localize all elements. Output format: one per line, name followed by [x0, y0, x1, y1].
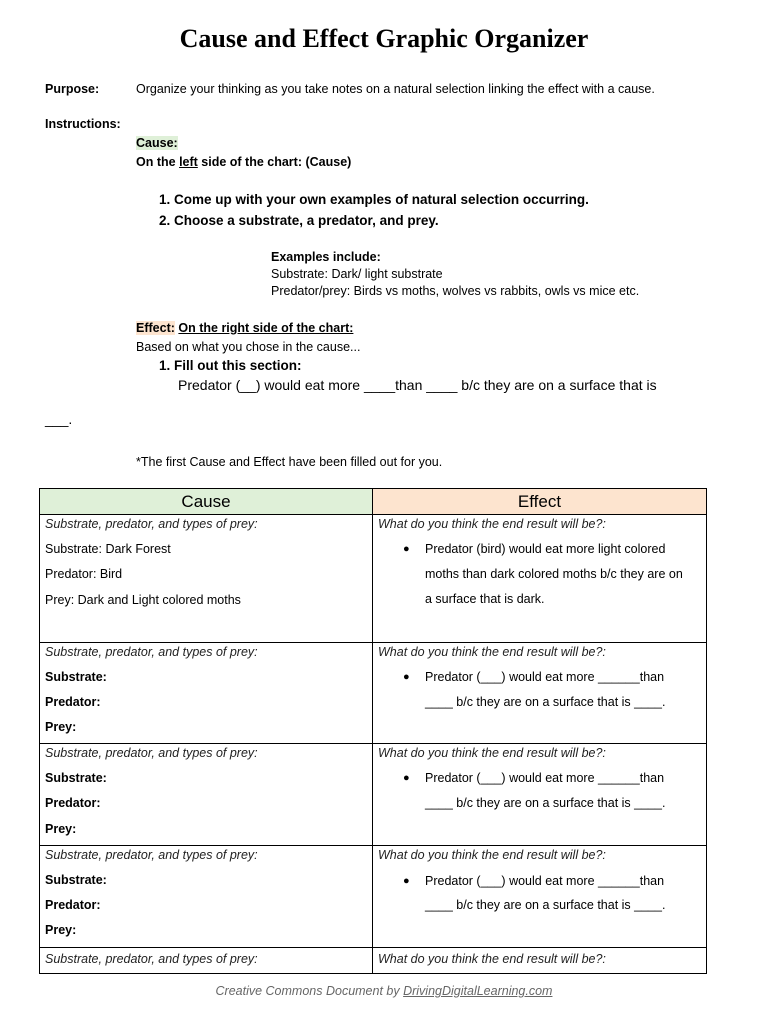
effect-prompt: What do you think the end result will be?:: [378, 645, 606, 659]
bullet-icon: ●: [403, 875, 410, 887]
prey-label: Prey:: [45, 923, 77, 937]
page-title: Cause and Effect Graphic Organizer: [179, 24, 589, 53]
effect-based-on: Based on what you chose in the cause...: [136, 340, 361, 354]
purpose-label: Purpose:: [45, 82, 100, 96]
example-effect-line-3: a surface that is dark.: [425, 592, 545, 606]
effect-step-1: 1. Fill out this section:: [159, 358, 302, 373]
bullet-icon: ●: [403, 671, 410, 683]
prey-label: Prey:: [45, 720, 77, 734]
table-row: [40, 642, 706, 743]
effect-sentence-continuation: ___.: [45, 411, 73, 427]
table-row: [40, 845, 706, 947]
examples-predator-prey: Predator/prey: Birds vs moths, wolves vs rabbits, owls vs mice etc.: [271, 284, 640, 298]
effect-cell: [373, 744, 706, 845]
cause-side-line: [136, 154, 351, 170]
predator-label: Predator:: [45, 796, 101, 810]
cause-prompt: Substrate, predator, and types of prey:: [45, 848, 258, 862]
substrate-label: Substrate:: [45, 670, 107, 684]
footer-prefix: Creative Commons Document by: [215, 984, 404, 998]
example-prey: Prey: Dark and Light colored moths: [45, 593, 241, 607]
cause-prompt: Substrate, predator, and types of prey:: [45, 952, 258, 966]
prey-label: Prey:: [45, 822, 77, 836]
cause-heading: [136, 135, 178, 151]
example-predator: Predator: Bird: [45, 567, 123, 581]
cause-cell: [40, 643, 373, 743]
examples-heading: Examples include:: [271, 250, 381, 264]
cause-prompt: Substrate, predator, and types of prey:: [45, 517, 258, 531]
effect-line-2: ____ b/c they are on a surface that is ____.: [425, 898, 666, 912]
substrate-label: Substrate:: [45, 771, 107, 785]
effect-prompt: What do you think the end result will be?:: [378, 517, 606, 531]
table-row-example: [40, 514, 706, 642]
effect-heading: [136, 320, 353, 336]
cause-side-suffix: side of the chart: (Cause): [197, 155, 352, 169]
bullet-icon: ●: [403, 772, 410, 784]
table-header-row: [40, 489, 706, 514]
effect-prompt: What do you think the end result will be?:: [378, 952, 606, 966]
cause-cell: [40, 948, 373, 973]
example-effect-line-1: Predator (bird) would eat more light colored: [425, 542, 666, 556]
effect-cell: [373, 846, 706, 947]
bullet-icon: ●: [403, 543, 410, 555]
effect-cell: [373, 948, 706, 973]
header-effect: Effect: [373, 489, 706, 514]
footer-link[interactable]: DrivingDigitalLearning.com: [403, 984, 553, 998]
effect-line-1: Predator (___) would eat more ______than: [425, 874, 665, 888]
effect-line-2: ____ b/c they are on a surface that is ____.: [425, 695, 666, 709]
example-effect-line-2: moths than dark colored moths b/c they are on: [425, 567, 683, 581]
table-row: [40, 947, 706, 973]
effect-heading-text: Effect:: [136, 321, 175, 335]
cause-step-2: 2. Choose a substrate, a predator, and prey.: [159, 213, 439, 228]
cause-step-1: 1. Come up with your own examples of natural selection occurring.: [159, 192, 589, 207]
cause-side-left: left: [179, 155, 198, 169]
effect-sentence: Predator (__) would eat more ____than ____ b/c they are on a surface that is: [178, 377, 657, 393]
substrate-label: Substrate:: [45, 873, 107, 887]
effect-prompt: What do you think the end result will be?:: [378, 848, 606, 862]
cause-side-prefix: On the: [136, 155, 180, 169]
cause-heading-text: Cause:: [136, 136, 178, 150]
effect-prompt: What do you think the end result will be?:: [378, 746, 606, 760]
cause-cell: [40, 846, 373, 947]
effect-side-line: On the right side of the chart:: [178, 321, 354, 335]
effect-line-1: Predator (___) would eat more ______than: [425, 670, 665, 684]
cause-cell: [40, 744, 373, 845]
effect-line-1: Predator (___) would eat more ______than: [425, 771, 665, 785]
purpose-text: Organize your thinking as you take notes on a natural selection linking the effect with a cause.: [136, 82, 655, 96]
footer-credit: [0, 984, 768, 998]
filled-out-note: *The first Cause and Effect have been filled out for you.: [136, 455, 443, 469]
cause-cell-example: [40, 515, 373, 642]
table-row: [40, 743, 706, 845]
predator-label: Predator:: [45, 898, 101, 912]
cause-prompt: Substrate, predator, and types of prey:: [45, 645, 258, 659]
examples-substrate: Substrate: Dark/ light substrate: [271, 267, 443, 281]
predator-label: Predator:: [45, 695, 101, 709]
effect-cell-example: [373, 515, 706, 642]
header-cause: Cause: [40, 489, 373, 514]
cause-effect-table: [39, 488, 707, 974]
effect-cell: [373, 643, 706, 743]
example-substrate: Substrate: Dark Forest: [45, 542, 171, 556]
effect-line-2: ____ b/c they are on a surface that is ____.: [425, 796, 666, 810]
instructions-label: Instructions:: [45, 117, 121, 131]
cause-prompt: Substrate, predator, and types of prey:: [45, 746, 258, 760]
